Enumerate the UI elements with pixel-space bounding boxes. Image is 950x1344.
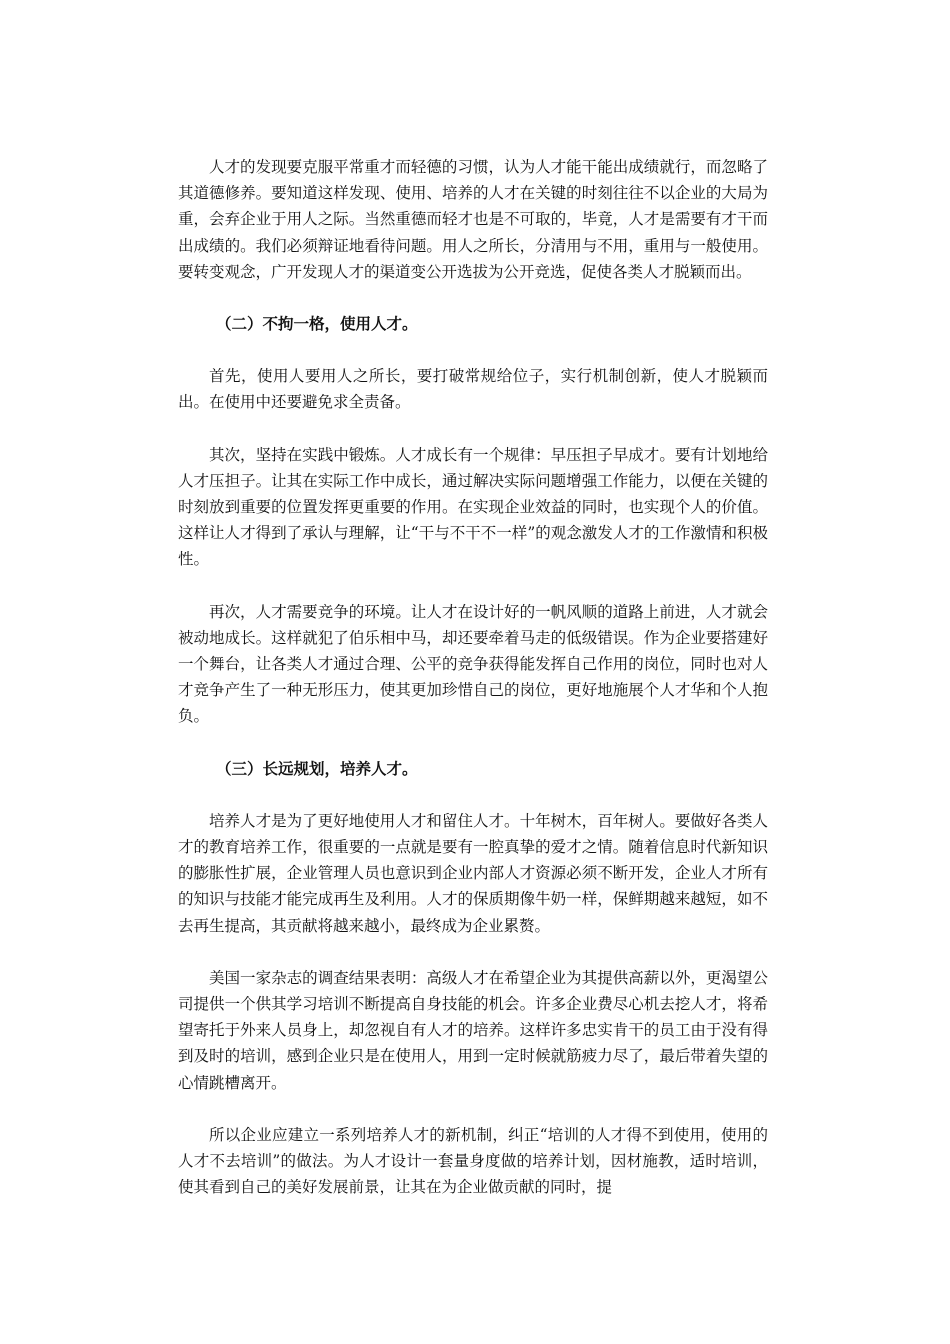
- paragraph-gap: [178, 573, 768, 599]
- paragraph-gap: [178, 730, 768, 756]
- paragraph-mechanism: 所以企业应建立一系列培养人才的新机制，纠正“培训的人才得不到使用，使用的人才不去培训”的做法。为人才设计一套量身度做的培养计划，因材施教，适时培训，使其看到自己的美好发展前景，让其在为企业做贡献的同时，提: [178, 1125, 768, 1197]
- paragraph-gap: [178, 416, 768, 442]
- paragraph-gap: [178, 1096, 768, 1122]
- paragraph-first: 首先，使用人要用人之所长，要打破常规给位子，实行机制创新，使人才脱颖而出。在使用中还要避免求全责备。: [178, 367, 768, 412]
- section-heading-2: （二）不拘一格，使用人才。: [216, 314, 418, 334]
- paragraph-second: 其次，坚持在实践中锻炼。人才成长有一个规律：早压担子早成才。要有计划地给人才压担子。让其在实际工作中成长，通过解决实际问题增强工作能力，以便在关键的时刻放到重要的位置发挥更重要的作用。在实现企业效益的同时，也实现个人的价值。这样让人才得到了承认与理解，让“干与不干不一样”的观念激发人才的工作激情和积极性。: [178, 445, 768, 569]
- paragraph-gap: [178, 337, 768, 363]
- paragraph-gap: [178, 939, 768, 965]
- paragraph-survey: 美国一家杂志的调查结果表明：高级人才在希望企业为其提供高薪以外，更渴望公司提供一个供其学习培训不断提高自身技能的机会。许多企业费尽心机去挖人才，将希望寄托于外来人员身上，却忽视自有人才的培养。这样许多忠实肯干的员工由于没有得到及时的培训，感到企业只是在使用人，用到一定时候就筋疲力尽了，最后带着失望的心情跳槽离开。: [178, 968, 768, 1092]
- paragraph-third: 再次，人才需要竞争的环境。让人才在设计好的一帆风顺的道路上前进，人才就会被动地成长。这样就犯了伯乐相中马，却还要牵着马走的低级错误。作为企业要搭建好一个舞台，让各类人才通过合理、公平的竞争获得能发挥自己作用的岗位，同时也对人才竞争产生了一种无形压力，使其更加珍惜自己的岗位，更好地施展个人才华和个人抱负。: [178, 602, 768, 726]
- paragraph-training: 培养人才是为了更好地使用人才和留住人才。十年树木，百年树人。要做好各类人才的教育培养工作，很重要的一点就是要有一腔真挚的爱才之情。随着信息时代新知识的膨胀性扩展，企业管理人员也意识到企业内部人才资源必须不断开发，企业人才所有的知识与技能才能完成再生及利用。人才的保质期像牛奶一样，保鲜期越来越短，如不去再生提高，其贡献将越来越小，最终成为企业累赘。: [178, 811, 768, 935]
- document-page: [178, 154, 768, 1201]
- paragraph-gap: [178, 782, 768, 808]
- section-heading-3: （三）长远规划，培养人才。: [216, 758, 418, 778]
- paragraph-gap: [178, 285, 768, 311]
- paragraph-talent-discovery: 人才的发现要克服平常重才而轻德的习惯，认为人才能干能出成绩就行，而忽略了其道德修养。要知道这样发现、使用、培养的人才在关键的时刻往往不以企业的大局为重，会弃企业于用人之际。当然重德而轻才也是不可取的，毕竟，人才是需要有才干而出成绩的。我们必须辩证地看待问题。用人之所长，分清用与不用，重用与一般使用。要转变观念，广开发现人才的渠道变公开选拔为公开竞选，促使各类人才脱颖而出。: [178, 158, 768, 281]
